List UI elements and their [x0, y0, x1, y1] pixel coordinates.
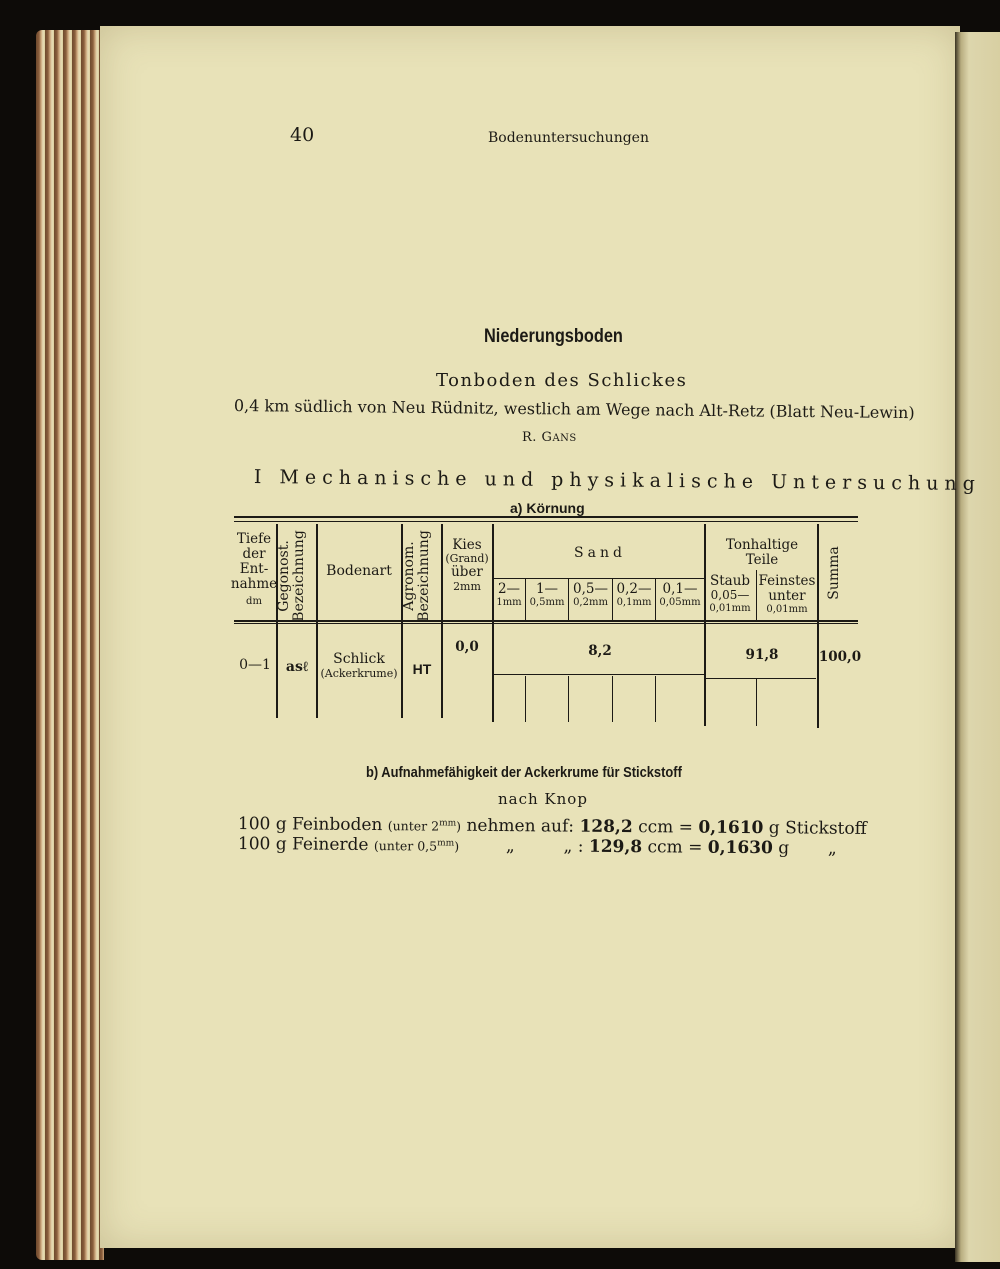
result-ccm-unit: ccm — [638, 817, 674, 838]
result-material: Feinerde — [291, 834, 369, 856]
cell-tiefe: 0—1 — [239, 657, 271, 673]
result-g-unit: g — [768, 818, 780, 839]
header-kies-line: über — [451, 564, 483, 581]
cell-kies: 0,0 — [455, 639, 479, 655]
header-bodenart: Bodenart — [326, 563, 392, 579]
sand-col-range: 0,2— — [616, 581, 652, 597]
header-agronom — [402, 530, 442, 622]
result-amount: 100 g — [237, 814, 287, 835]
author: R. GANS — [522, 430, 577, 445]
result-equals: = — [688, 837, 703, 858]
header-kies — [442, 538, 492, 593]
result-condition: (unter $2^{mm}$) — [387, 818, 462, 834]
header-tiefe — [230, 532, 278, 608]
sand-col-unit: 0,05mm — [659, 597, 701, 609]
result-equals: = — [678, 817, 694, 838]
result-g-unit: g — [778, 838, 790, 859]
header-feinstes-line: 0,01mm — [766, 604, 808, 616]
table-rule-header — [234, 620, 858, 622]
sand-col-range: 0,1— — [662, 581, 698, 597]
sand-col-range: 2— — [497, 581, 521, 597]
cell-bodenart-name: Schlick — [333, 651, 385, 667]
page-title: Niederungsboden — [484, 326, 623, 347]
table-rule-top — [234, 516, 858, 518]
sand-col-rule — [655, 676, 656, 722]
header-summa: Summa — [826, 546, 842, 600]
header-sand-col — [569, 582, 612, 608]
header-sand-col — [656, 582, 704, 608]
location-line: 0,4 km südlich von Neu Rüdnitz, westlich am Wege nach Alt-Retz (Blatt Neu-Lewin) — [233, 396, 915, 423]
sand-col-unit: 0,1mm — [616, 597, 652, 609]
header-sand: Sand — [574, 545, 626, 561]
cell-sand: 8,2 — [588, 643, 612, 659]
table-rule-top2 — [234, 521, 858, 522]
ton-body-rule — [706, 678, 816, 679]
header-gegnost — [277, 530, 317, 622]
header-agronom-line: Agronom. — [401, 541, 417, 611]
header-tiefe-line: Ent- — [239, 561, 269, 578]
cell-gegnost: asℓ — [285, 659, 309, 675]
header-sand-col — [526, 582, 568, 608]
header-feinstes-line: Feinstes — [758, 573, 816, 589]
header-agronom-line: Bezeichnung — [415, 530, 432, 622]
result-amount: 100 g — [237, 834, 287, 855]
header-ton-line: Tonhaltige — [725, 537, 799, 553]
result-material: Feinboden — [291, 814, 383, 836]
header-feinstes-line: unter — [768, 588, 806, 605]
header-kies-line: (Grand) — [445, 552, 489, 566]
result-grams: 0,1610 — [698, 817, 764, 839]
cell-agronom: HT — [412, 661, 432, 677]
result-ccm: 129,8 — [588, 836, 643, 858]
header-tiefe-line: nahme — [230, 576, 278, 593]
result-substance: Stickstoff — [785, 818, 867, 839]
sand-col-rule — [525, 676, 526, 722]
header-kies-line: Kies — [452, 537, 482, 553]
header-feinstes — [757, 574, 817, 615]
sand-body-rule — [494, 674, 706, 675]
header-tiefe-line: Tiefe — [236, 531, 272, 547]
header-staub-line: 0,05— — [710, 588, 750, 603]
header-tiefe-line: der — [242, 546, 266, 563]
subtitle: Tonboden des Schlickes — [436, 370, 688, 391]
grain-size-table — [230, 516, 862, 730]
header-staub-line: Staub — [709, 573, 751, 589]
book-edge-right — [955, 32, 1000, 1262]
result-substance-ditto: „ — [827, 838, 837, 859]
sand-col-range: 1— — [535, 581, 559, 597]
result-condition: (unter $0,5^{mm}$) — [373, 838, 460, 854]
header-gegnost-line: Gegonost. — [276, 540, 292, 612]
sand-col-rule — [568, 676, 569, 722]
header-tonhaltige — [706, 538, 818, 568]
result-ccm-unit: ccm — [647, 837, 683, 858]
cell-bodenart — [318, 652, 400, 680]
subsection-a-title: a) Körnung — [510, 500, 585, 516]
book-edge-left — [36, 30, 104, 1260]
result-verb: nehmen auf: — [466, 815, 575, 837]
running-head: Bodenuntersuchungen — [488, 130, 649, 146]
result-verb-ditto: „ — [505, 836, 515, 857]
subsection-b-title: b) Aufnahmefähigkeit der Ackerkrume für Stickstoff — [366, 764, 682, 781]
header-staub — [704, 574, 756, 614]
method-line: nach Knop — [498, 790, 588, 808]
sand-col-unit: 0,5mm — [529, 597, 565, 609]
result-ccm: 128,2 — [579, 816, 633, 838]
cell-summa: 100,0 — [818, 649, 862, 665]
table-rule-header2 — [234, 623, 858, 624]
header-tiefe-unit: dm — [246, 596, 262, 608]
sand-col-rule — [612, 676, 613, 722]
header-staub-line: 0,01mm — [709, 602, 751, 614]
sand-col-range: 0,5— — [573, 581, 608, 597]
ton-col-rule — [756, 678, 757, 726]
header-sand-col — [613, 582, 655, 608]
result-verb-ditto: „ : — [563, 836, 584, 857]
header-sand-col — [492, 582, 526, 608]
result-grams: 0,1630 — [707, 837, 773, 859]
header-gegnost-line: Bezeichnung — [290, 530, 307, 622]
header-kies-line: 2mm — [453, 579, 481, 593]
cell-bodenart-note: (Ackerkrume) — [320, 666, 398, 680]
cell-tonhaltige: 91,8 — [745, 647, 779, 663]
page-number: 40 — [290, 124, 315, 146]
sand-col-unit: 1mm — [496, 597, 522, 609]
sand-col-unit: 0,2mm — [573, 597, 608, 609]
header-ton-line: Teile — [745, 552, 779, 569]
section-title: I Mechanische und physikalische Untersuchung — [253, 466, 981, 495]
